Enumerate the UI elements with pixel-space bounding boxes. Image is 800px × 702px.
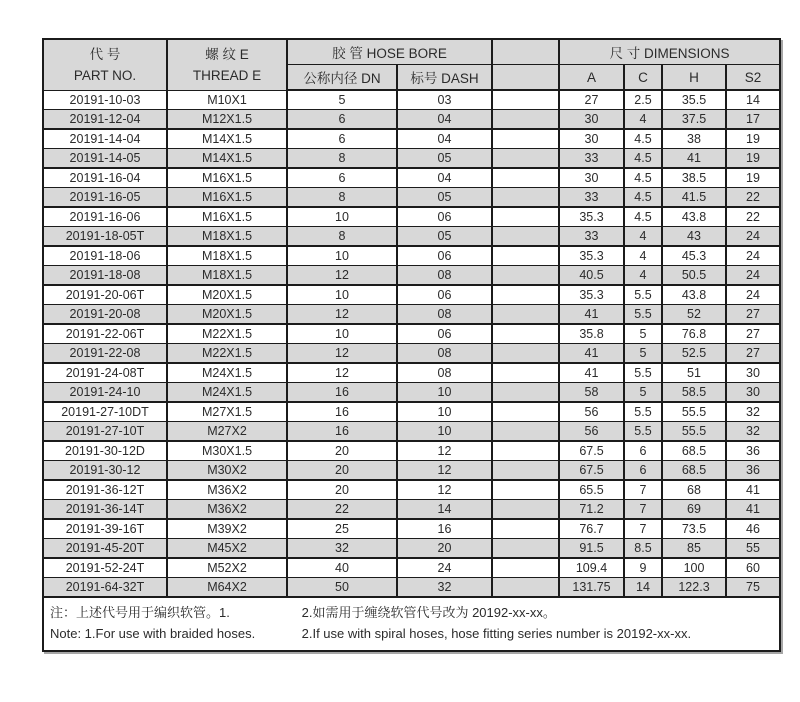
cell-dn: 16 — [287, 422, 397, 442]
cell-thread: M22X1.5 — [167, 344, 287, 364]
cell-h: 73.5 — [662, 519, 726, 539]
cell-s2: 32 — [726, 402, 779, 422]
cell-thread: M16X1.5 — [167, 188, 287, 208]
cell-s2: 22 — [726, 188, 779, 208]
table-row — [44, 519, 779, 539]
cell-thread: M16X1.5 — [167, 207, 287, 227]
cell-dn: 10 — [287, 207, 397, 227]
cell-dash: 06 — [397, 285, 492, 305]
table-row — [44, 246, 779, 266]
cell-a: 35.8 — [559, 324, 624, 344]
cell-s2: 24 — [726, 266, 779, 286]
cell-c: 5.5 — [624, 402, 662, 422]
table-row — [44, 305, 779, 325]
table-row — [44, 266, 779, 286]
cell-blank — [492, 168, 559, 188]
cell-dn: 22 — [287, 500, 397, 520]
header-hose-bore: 胶 管 HOSE BORE — [287, 40, 492, 65]
cell-a: 58 — [559, 383, 624, 403]
cell-h: 85 — [662, 539, 726, 559]
cell-dn: 16 — [287, 383, 397, 403]
cell-a: 65.5 — [559, 480, 624, 500]
cell-s2: 14 — [726, 90, 779, 110]
cell-c: 7 — [624, 500, 662, 520]
header-h: H — [662, 65, 726, 91]
cell-a: 35.3 — [559, 207, 624, 227]
cell-blank — [492, 480, 559, 500]
cell-blank — [492, 539, 559, 559]
note-line-en — [50, 623, 773, 644]
cell-s2: 19 — [726, 149, 779, 169]
header-blank-top — [492, 40, 559, 65]
cell-dn: 20 — [287, 461, 397, 481]
cell-part-no: 20191-30-12D — [44, 441, 167, 461]
cell-dash: 10 — [397, 402, 492, 422]
cell-part-no: 20191-22-06T — [44, 324, 167, 344]
cell-thread: M24X1.5 — [167, 363, 287, 383]
table-row — [44, 168, 779, 188]
cell-c: 5.5 — [624, 305, 662, 325]
cell-h: 68.5 — [662, 461, 726, 481]
cell-dash: 32 — [397, 578, 492, 597]
cell-thread: M16X1.5 — [167, 168, 287, 188]
cell-dash: 08 — [397, 363, 492, 383]
note-en-1: Note: 1.For use with braided hoses. — [50, 626, 256, 641]
cell-dash: 03 — [397, 90, 492, 110]
cell-part-no: 20191-12-04 — [44, 110, 167, 130]
cell-h: 55.5 — [662, 402, 726, 422]
cell-s2: 22 — [726, 207, 779, 227]
cell-blank — [492, 110, 559, 130]
cell-c: 5.5 — [624, 422, 662, 442]
cell-c: 9 — [624, 558, 662, 578]
cell-dash: 14 — [397, 500, 492, 520]
cell-thread: M20X1.5 — [167, 305, 287, 325]
cell-dash: 12 — [397, 461, 492, 481]
cell-blank — [492, 90, 559, 110]
cell-a: 35.3 — [559, 246, 624, 266]
cell-dash: 12 — [397, 480, 492, 500]
cell-dash: 06 — [397, 246, 492, 266]
cell-part-no: 20191-22-08 — [44, 344, 167, 364]
cell-dash: 04 — [397, 129, 492, 149]
cell-dn: 8 — [287, 188, 397, 208]
cell-dn: 6 — [287, 110, 397, 130]
cell-dn: 8 — [287, 227, 397, 247]
cell-dash: 04 — [397, 110, 492, 130]
cell-c: 4 — [624, 266, 662, 286]
cell-blank — [492, 227, 559, 247]
cell-blank — [492, 519, 559, 539]
cell-dn: 25 — [287, 519, 397, 539]
spec-table-frame — [42, 38, 781, 652]
cell-dn: 6 — [287, 129, 397, 149]
cell-part-no: 20191-52-24T — [44, 558, 167, 578]
cell-thread: M30X1.5 — [167, 441, 287, 461]
table-row — [44, 441, 779, 461]
cell-dash: 10 — [397, 383, 492, 403]
note-line-cn — [50, 602, 773, 623]
cell-s2: 55 — [726, 539, 779, 559]
cell-thread: M12X1.5 — [167, 110, 287, 130]
header-s2: S2 — [726, 65, 779, 91]
cell-h: 122.3 — [662, 578, 726, 597]
header-c: C — [624, 65, 662, 91]
cell-c: 5 — [624, 383, 662, 403]
cell-s2: 19 — [726, 168, 779, 188]
cell-dash: 08 — [397, 305, 492, 325]
cell-s2: 75 — [726, 578, 779, 597]
cell-h: 41 — [662, 149, 726, 169]
cell-thread: M18X1.5 — [167, 227, 287, 247]
header-dimensions: 尺 寸 DIMENSIONS — [559, 40, 779, 65]
cell-dash: 04 — [397, 168, 492, 188]
cell-a: 131.75 — [559, 578, 624, 597]
table-row — [44, 324, 779, 344]
cell-part-no: 20191-45-20T — [44, 539, 167, 559]
cell-dn: 8 — [287, 149, 397, 169]
header-a: A — [559, 65, 624, 91]
cell-thread: M27X1.5 — [167, 402, 287, 422]
cell-thread: M39X2 — [167, 519, 287, 539]
cell-thread: M24X1.5 — [167, 383, 287, 403]
cell-h: 43 — [662, 227, 726, 247]
cell-a: 33 — [559, 188, 624, 208]
table-row — [44, 188, 779, 208]
cell-h: 43.8 — [662, 207, 726, 227]
cell-c: 4 — [624, 110, 662, 130]
note-cn-1: 注：上述代号用于编织软管。1. — [50, 605, 230, 620]
notes-section — [44, 596, 779, 650]
cell-dash: 05 — [397, 149, 492, 169]
cell-s2: 24 — [726, 246, 779, 266]
cell-blank — [492, 324, 559, 344]
cell-c: 5.5 — [624, 363, 662, 383]
cell-part-no: 20191-27-10T — [44, 422, 167, 442]
cell-dash: 05 — [397, 188, 492, 208]
table-row — [44, 558, 779, 578]
table-row — [44, 500, 779, 520]
cell-part-no: 20191-18-05T — [44, 227, 167, 247]
cell-part-no: 20191-27-10DT — [44, 402, 167, 422]
cell-h: 43.8 — [662, 285, 726, 305]
cell-h: 41.5 — [662, 188, 726, 208]
cell-a: 91.5 — [559, 539, 624, 559]
cell-dash: 08 — [397, 344, 492, 364]
cell-h: 68.5 — [662, 441, 726, 461]
cell-h: 37.5 — [662, 110, 726, 130]
cell-blank — [492, 383, 559, 403]
cell-a: 41 — [559, 344, 624, 364]
cell-dn: 20 — [287, 441, 397, 461]
cell-s2: 36 — [726, 441, 779, 461]
table-row — [44, 402, 779, 422]
cell-part-no: 20191-16-04 — [44, 168, 167, 188]
cell-dn: 12 — [287, 266, 397, 286]
cell-part-no: 20191-24-08T — [44, 363, 167, 383]
cell-blank — [492, 402, 559, 422]
cell-thread: M10X1 — [167, 90, 287, 110]
table-body — [44, 90, 779, 596]
cell-h: 50.5 — [662, 266, 726, 286]
cell-part-no: 20191-39-16T — [44, 519, 167, 539]
cell-c: 4 — [624, 246, 662, 266]
cell-s2: 24 — [726, 227, 779, 247]
table-row — [44, 110, 779, 130]
cell-dash: 24 — [397, 558, 492, 578]
cell-s2: 36 — [726, 461, 779, 481]
table-row — [44, 363, 779, 383]
cell-s2: 27 — [726, 344, 779, 364]
cell-a: 56 — [559, 422, 624, 442]
cell-s2: 30 — [726, 383, 779, 403]
cell-a: 41 — [559, 305, 624, 325]
header-thread-cn: 螺 纹 E — [205, 46, 249, 62]
cell-h: 76.8 — [662, 324, 726, 344]
cell-s2: 30 — [726, 363, 779, 383]
cell-part-no: 20191-36-12T — [44, 480, 167, 500]
cell-dn: 6 — [287, 168, 397, 188]
note-en-2: 2.If use with spiral hoses, hose fitting series number is 20192-xx-xx. — [301, 626, 692, 641]
cell-thread: M45X2 — [167, 539, 287, 559]
cell-dash: 06 — [397, 324, 492, 344]
cell-dash: 20 — [397, 539, 492, 559]
cell-a: 67.5 — [559, 461, 624, 481]
cell-dn: 10 — [287, 324, 397, 344]
cell-dash: 08 — [397, 266, 492, 286]
table-row — [44, 227, 779, 247]
cell-s2: 17 — [726, 110, 779, 130]
cell-a: 76.7 — [559, 519, 624, 539]
cell-thread: M14X1.5 — [167, 129, 287, 149]
header-dn: 公称内径 DN — [287, 65, 397, 91]
cell-part-no: 20191-14-04 — [44, 129, 167, 149]
cell-s2: 19 — [726, 129, 779, 149]
cell-c: 4.5 — [624, 188, 662, 208]
cell-h: 52.5 — [662, 344, 726, 364]
cell-part-no: 20191-36-14T — [44, 500, 167, 520]
cell-c: 5 — [624, 344, 662, 364]
cell-blank — [492, 129, 559, 149]
cell-s2: 41 — [726, 480, 779, 500]
cell-part-no: 20191-24-10 — [44, 383, 167, 403]
cell-blank — [492, 344, 559, 364]
header-part-no-en: PART NO. — [73, 67, 137, 83]
cell-s2: 27 — [726, 324, 779, 344]
cell-c: 4.5 — [624, 149, 662, 169]
cell-c: 7 — [624, 519, 662, 539]
cell-c: 7 — [624, 480, 662, 500]
cell-h: 100 — [662, 558, 726, 578]
cell-h: 69 — [662, 500, 726, 520]
table-row — [44, 539, 779, 559]
cell-c: 8.5 — [624, 539, 662, 559]
cell-dn: 16 — [287, 402, 397, 422]
cell-dn: 40 — [287, 558, 397, 578]
cell-part-no: 20191-14-05 — [44, 149, 167, 169]
table-row — [44, 285, 779, 305]
cell-dash: 10 — [397, 422, 492, 442]
header-thread-en: THREAD E — [192, 67, 262, 83]
cell-part-no: 20191-10-03 — [44, 90, 167, 110]
table-row — [44, 480, 779, 500]
cell-part-no: 20191-18-06 — [44, 246, 167, 266]
cell-blank — [492, 246, 559, 266]
table-row — [44, 422, 779, 442]
cell-thread: M52X2 — [167, 558, 287, 578]
cell-c: 4.5 — [624, 129, 662, 149]
cell-part-no: 20191-20-06T — [44, 285, 167, 305]
cell-dash: 16 — [397, 519, 492, 539]
cell-part-no: 20191-64-32T — [44, 578, 167, 597]
cell-a: 33 — [559, 227, 624, 247]
spec-table — [44, 40, 779, 596]
cell-a: 30 — [559, 168, 624, 188]
cell-dn: 50 — [287, 578, 397, 597]
cell-blank — [492, 578, 559, 597]
cell-h: 38.5 — [662, 168, 726, 188]
cell-dn: 32 — [287, 539, 397, 559]
cell-blank — [492, 188, 559, 208]
cell-a: 30 — [559, 129, 624, 149]
cell-s2: 60 — [726, 558, 779, 578]
cell-part-no: 20191-16-05 — [44, 188, 167, 208]
cell-a: 41 — [559, 363, 624, 383]
cell-blank — [492, 500, 559, 520]
cell-h: 35.5 — [662, 90, 726, 110]
cell-dash: 12 — [397, 441, 492, 461]
cell-h: 58.5 — [662, 383, 726, 403]
cell-h: 45.3 — [662, 246, 726, 266]
cell-s2: 32 — [726, 422, 779, 442]
header-blank-bottom — [492, 65, 559, 91]
cell-a: 40.5 — [559, 266, 624, 286]
cell-h: 52 — [662, 305, 726, 325]
cell-blank — [492, 266, 559, 286]
cell-h: 38 — [662, 129, 726, 149]
table-row — [44, 129, 779, 149]
cell-dn: 20 — [287, 480, 397, 500]
cell-part-no: 20191-20-08 — [44, 305, 167, 325]
cell-dn: 12 — [287, 305, 397, 325]
cell-a: 30 — [559, 110, 624, 130]
cell-h: 51 — [662, 363, 726, 383]
table-row — [44, 207, 779, 227]
cell-c: 2.5 — [624, 90, 662, 110]
cell-c: 14 — [624, 578, 662, 597]
cell-c: 6 — [624, 441, 662, 461]
cell-part-no: 20191-18-08 — [44, 266, 167, 286]
cell-blank — [492, 363, 559, 383]
header-part-no — [44, 40, 167, 90]
table-row — [44, 578, 779, 597]
header-thread — [167, 40, 287, 90]
cell-dn: 10 — [287, 246, 397, 266]
table-header — [44, 40, 779, 90]
cell-h: 68 — [662, 480, 726, 500]
cell-blank — [492, 285, 559, 305]
note-cn-2: 2.如需用于缠绕软管代号改为 20192-xx-xx。 — [301, 605, 556, 620]
cell-thread: M22X1.5 — [167, 324, 287, 344]
cell-dn: 12 — [287, 344, 397, 364]
cell-a: 109.4 — [559, 558, 624, 578]
cell-s2: 46 — [726, 519, 779, 539]
cell-thread: M18X1.5 — [167, 266, 287, 286]
cell-c: 4.5 — [624, 207, 662, 227]
cell-c: 4.5 — [624, 168, 662, 188]
cell-dash: 06 — [397, 207, 492, 227]
cell-s2: 24 — [726, 285, 779, 305]
cell-blank — [492, 558, 559, 578]
header-dash: 标号 DASH — [397, 65, 492, 91]
cell-thread: M64X2 — [167, 578, 287, 597]
cell-a: 27 — [559, 90, 624, 110]
table-row — [44, 149, 779, 169]
table-row — [44, 461, 779, 481]
cell-dash: 05 — [397, 227, 492, 247]
cell-c: 5 — [624, 324, 662, 344]
cell-dn: 12 — [287, 363, 397, 383]
cell-blank — [492, 305, 559, 325]
table-row — [44, 383, 779, 403]
cell-thread: M14X1.5 — [167, 149, 287, 169]
cell-blank — [492, 422, 559, 442]
cell-thread: M36X2 — [167, 500, 287, 520]
cell-part-no: 20191-16-06 — [44, 207, 167, 227]
cell-thread: M20X1.5 — [167, 285, 287, 305]
header-part-no-cn: 代 号 — [89, 46, 121, 62]
cell-a: 35.3 — [559, 285, 624, 305]
cell-c: 5.5 — [624, 285, 662, 305]
cell-blank — [492, 149, 559, 169]
cell-a: 56 — [559, 402, 624, 422]
cell-blank — [492, 207, 559, 227]
cell-part-no: 20191-30-12 — [44, 461, 167, 481]
cell-dn: 10 — [287, 285, 397, 305]
cell-a: 33 — [559, 149, 624, 169]
cell-s2: 41 — [726, 500, 779, 520]
cell-c: 6 — [624, 461, 662, 481]
cell-thread: M36X2 — [167, 480, 287, 500]
cell-blank — [492, 461, 559, 481]
cell-blank — [492, 441, 559, 461]
table-row — [44, 90, 779, 110]
cell-s2: 27 — [726, 305, 779, 325]
cell-thread: M18X1.5 — [167, 246, 287, 266]
cell-dn: 5 — [287, 90, 397, 110]
cell-c: 4 — [624, 227, 662, 247]
table-row — [44, 344, 779, 364]
cell-thread: M27X2 — [167, 422, 287, 442]
cell-a: 67.5 — [559, 441, 624, 461]
cell-a: 71.2 — [559, 500, 624, 520]
cell-thread: M30X2 — [167, 461, 287, 481]
cell-h: 55.5 — [662, 422, 726, 442]
